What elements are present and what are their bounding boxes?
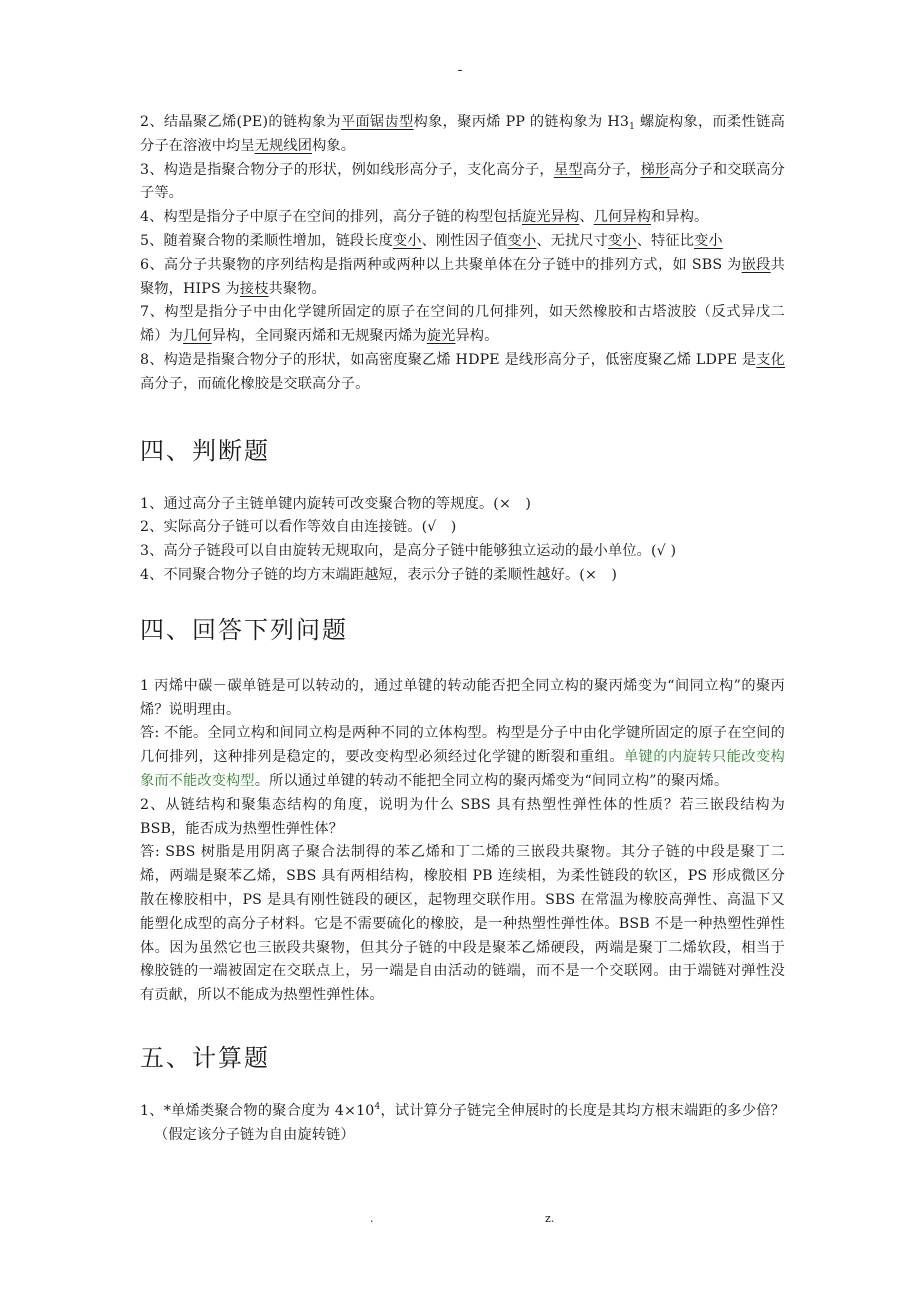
page-header-mark: - <box>457 62 463 78</box>
blank-answer: 嵌段 <box>741 256 771 273</box>
text-run: 共聚物。 <box>268 280 326 297</box>
text-run: 构象，聚丙烯 PP 的链构象为 H3 <box>413 114 630 130</box>
fill-item-f7 <box>140 301 785 349</box>
text-run: 2、结晶聚乙烯(PE)的链构象为 <box>140 114 341 130</box>
fill-item-f2: 2、结晶聚乙烯(PE)的链构象为平面锯齿型构象，聚丙烯 PP 的链构象为 $H3_1$ 螺旋构象，而柔性链高分子在溶液中均呈无规线团构象。 <box>140 114 785 154</box>
judge-item: 2、实际高分子链可以看作等效自由连接链。(√ ) <box>140 519 457 536</box>
text-run: 8、构造是指聚合物分子的形状，如高密度聚乙烯 HDPE 是线形高分子，低密度聚乙烯 LDPE 是 <box>140 351 757 368</box>
question-2: 2、从链结构和聚集态结构的角度，说明为什么 SBS 具有热塑性弹性体的性质？若三嵌段结构为 BSB，能否成为热塑性弹性体？ <box>140 796 785 837</box>
text-run: 7、构型是指分子中由化学键所固定的原子在空间的几何排列，如天然橡胶和古塔波胶（反式异戊二烯）为 <box>140 304 785 345</box>
text-run: 5、随着聚合物的柔顺性增加，链段长度 <box>140 232 393 249</box>
text-run: ，试计算分子链完全伸展时的长度是其均方根末端距的多少倍？（假定该分子链为自由旋转链） <box>154 1102 786 1143</box>
blank-answer: 变小 <box>507 232 537 249</box>
blank-answer: 变小 <box>392 232 422 249</box>
text-run: 异构，全同聚丙烯和无规聚丙烯为 <box>211 328 427 345</box>
blank-answer: 变小 <box>694 232 723 249</box>
fill-item-f8 <box>140 349 785 397</box>
text-run: 1、*单烯类聚合物的聚合度为 4×10 <box>140 1102 375 1119</box>
blank-answer: 变小 <box>608 232 637 249</box>
footer-right-mark: z. <box>545 1212 555 1225</box>
question-1: 1 丙烯中碳－碳单链是可以转动的，通过单键的转动能否把全同立构的聚丙烯变为“间同立构”的聚丙烯？说明理由。 <box>140 677 785 718</box>
text-run: 。所以通过单键的转动不能把全同立构的聚丙烯变为“间同立构”的聚丙烯。 <box>254 772 729 789</box>
judge-item: 1、通过高分子主链单键内旋转可改变聚合物的等规度。(× ) <box>140 495 532 512</box>
judge-item: 4、不同聚合物分子链的均方末端距越短，表示分子链的柔顺性越好。(× ) <box>140 566 618 583</box>
section-title-judge: 四、判断题 <box>140 436 270 465</box>
content-body <box>140 111 785 1148</box>
fill-in-list <box>140 111 785 397</box>
text-run: 高分子，而硫化橡胶是交联高分子。 <box>140 375 370 392</box>
text-run: 螺旋构象，而柔性链高分子在溶液中均呈 <box>140 114 785 154</box>
text-run: 、特征比 <box>636 232 695 249</box>
text-run: 构象。 <box>312 137 356 154</box>
fill-item-f3 <box>140 159 785 207</box>
section-title-answer: 四、回答下列问题 <box>140 615 348 644</box>
text-run: 共聚物，HIPS 为 <box>140 256 786 297</box>
blank-answer: 旋光 <box>426 328 456 345</box>
text-run: 4、构型是指分子中原子在空间的排列，高分子链的构型包括 <box>140 209 522 226</box>
blank-answer: 无规线团 <box>254 137 313 154</box>
text-run: 、 <box>579 209 594 226</box>
judge-list <box>140 493 785 588</box>
text-run: 高分子， <box>582 161 641 178</box>
text-run: 和异构。 <box>651 209 709 226</box>
answer-2: 答: SBS 树脂是用阴离子聚合法制得的苯乙烯和丁二烯的三嵌段共聚物。其分子链的中段是聚丁二烯，两端是聚苯乙烯，SBS 具有两相结构，橡胶相 PB 连续相，为柔性链段的软区，PS 形成微区分散在橡胶相中，PS 是具有刚性链段的硬区，起物理交联作用。SBS 在常温为橡胶高弹性、高温下又能塑化成型的高分子材料。它是不需要硫化的橡胶，是一种热塑性弹性体。BSB 不是一种热塑性弹性体。因为虽然它也三嵌段共聚物，但其分子链的中段是聚苯乙烯硬段，两端是聚丁二烯软段，相当于橡胶链的一端被固定在交联点上，另一端是自由活动的链端，而不是一个交联网。由于端链对弹性没有贡献，所以不能成为热塑性弹性体。 <box>140 844 785 1004</box>
section-title-calc: 五、计算题 <box>140 1043 270 1072</box>
text-run: 、无扰尺寸 <box>536 232 609 249</box>
fill-item-f4 <box>140 206 785 230</box>
blank-answer: 几何 <box>183 328 212 345</box>
text-run: 答: 不能。全同立构和间同立构是两种不同的立体构型。构型是分子中由化学键所固定的原子在空间的几何排列，这种排列是稳定的，要改变构型必须经过化学键的断裂和重组。 <box>140 725 785 766</box>
blank-answer: 平面锯齿型 <box>340 114 414 130</box>
blank-answer: 几何异构 <box>593 209 652 226</box>
blank-answer: 旋光异构 <box>521 209 580 226</box>
text-run: 异构。 <box>455 328 499 345</box>
text-run: 、刚性因子值 <box>421 232 508 249</box>
text-run: 6、高分子共聚物的序列结构是指两种或两种以上共聚单体在分子链中的排列方式，如 SBS 为 <box>140 256 742 273</box>
highlighted-text: 单键的内旋转只能改变构象而不能改变构型 <box>140 749 786 789</box>
footer-left-mark: . <box>370 1212 374 1225</box>
judge-item: 3、高分子链段可以自由旋转无规取向，是高分子链中能够独立运动的最小单位。(√ ) <box>140 543 677 560</box>
calc-question-1: 1、*单烯类聚合物的聚合度为 $4\times 10^4$，试计算分子链完全伸展时的长度是其均方根末端距的多少倍？（假定该分子链为自由旋转链） <box>140 1101 786 1143</box>
text-run: 3、构造是指聚合物分子的形状，例如线形高分子，支化高分子， <box>140 161 554 178</box>
fill-item-f5 <box>140 230 785 254</box>
answer-1 <box>140 722 785 793</box>
fill-item-f6 <box>140 254 785 302</box>
blank-answer: 星型 <box>553 161 583 178</box>
blank-answer: 支化 <box>756 351 785 368</box>
blank-answer: 梯形 <box>640 161 670 178</box>
blank-answer: 接枝 <box>239 280 269 297</box>
text-run: 高分子和交联高分子等。 <box>140 161 785 202</box>
